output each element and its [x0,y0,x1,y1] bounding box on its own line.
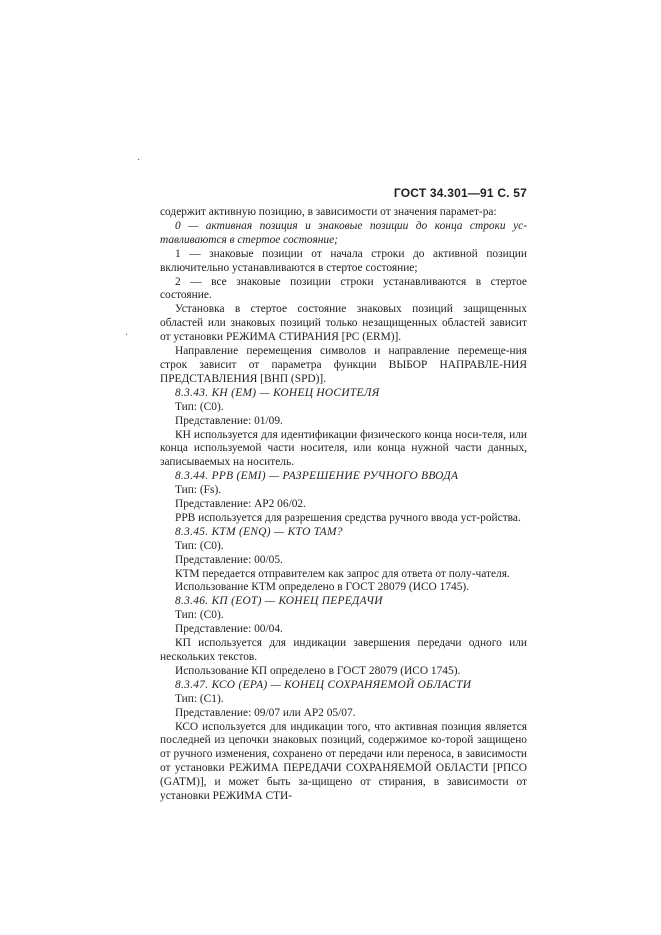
scan-speck: · [125,330,129,341]
paragraph: содержит активную позицию, в зависимости от значения парамет-ра: [160,206,497,218]
section-heading [160,526,527,540]
paragraph: 0 — активная позиция и знаковые позиции до конца строки ус-тавливаются в стертое состояние; [160,219,527,246]
paragraph: Направление перемещения символов и направление перемеще-ния строк зависит от параметра функции ВЫБОР НАПРАВЛЕ-НИЯ ПРЕДСТАВЛЕНИЯ [ВНП (SPD)]. [160,345,527,385]
type-line: Тип: (С1). [175,692,224,705]
paragraph: КСО используется для индикации того, что активная позиция является последней из цепочки знаковых позиций, содержимое ко-торой защищено от ручного изменения, сохранено от передачи или переноса, в зависимости от установки РЕЖИМА ПЕРЕДАЧИ СОХРАНЯЕМОЙ ОБЛАСТИ [РПСО (GATM)], и может быть за-щищено от стирания, в зависимости от установки РЕЖИМА СТИ- [160,720,527,803]
section-title: 8.3.47. КСО (ЕРА) — КОНЕЦ СОХРАНЯЕМОЙ ОБЛАСТИ [175,678,472,691]
representation-line: Представление: АР2 06/02. [175,498,306,511]
paragraph: КТМ передается отправителем как запрос для ответа от полу-чателя. [175,567,510,580]
representation-line: Представление: 00/05. [175,553,283,566]
scan-speck: · [137,155,141,166]
type-line: Тип: (Fs). [175,484,222,497]
section-title: 8.3.46. КП (ЕОТ) — КОНЕЦ ПЕРЕДАЧИ [175,595,383,608]
paragraph: 1 — знаковые позиции от начала строки до активной позиции включительно устанавливаются в стертое состояние; [160,247,527,274]
section-heading [160,679,527,693]
paragraph: РРВ используется для разрешения средства ручного ввода уст-ройства. [175,511,521,524]
paragraph: Использование КТМ определено в ГОСТ 28079 (ИСО 1745). [175,581,470,594]
representation-line: Представление: 09/07 или АР2 05/07. [175,706,356,719]
paragraph: Установка в стертое состояние знаковых позиций защищенных областей или знаковых позиций только незащищенных областей зависит от установки РЕЖИМА СТИРАНИЯ [PC (ERM)]. [160,303,527,344]
section-heading [160,387,527,401]
page-header: ГОСТ 34.301—91 С. 57 [393,186,527,200]
section-title: 8.3.43. КН (ЕМ) — КОНЕЦ НОСИТЕЛЯ [175,386,380,399]
type-line: Тип: (С0). [175,539,224,552]
paragraph: КН используется для идентификации физического конца носи-теля, или конца используемой части носителя, или конца нужной части данных, записываемых на носитель. [160,428,527,469]
section-title: 8.3.45. КТМ (ENQ) — КТО ТАМ? [175,525,343,538]
paragraph: Использование КП определено в ГОСТ 28079 (ИСО 1745). [175,664,461,677]
paragraph: 2 — все знаковые позиции строки устанавливаются в стертое состояние. [160,275,527,302]
type-line: Тип: (С0). [175,400,224,413]
representation-line: Представление: 00/04. [175,623,283,636]
section-heading [160,595,527,609]
section-heading [160,470,527,484]
paragraph: КП используется для индикации завершения передачи одного или нескольких текстов. [160,637,527,663]
section-title: 8.3.44. РРВ (EMI) — РАЗРЕШЕНИЕ РУЧНОГО ВВОДА [175,470,459,483]
representation-line: Представление: 01/09. [175,414,283,427]
body-text [160,206,527,804]
type-line: Тип: (С0). [175,609,224,622]
